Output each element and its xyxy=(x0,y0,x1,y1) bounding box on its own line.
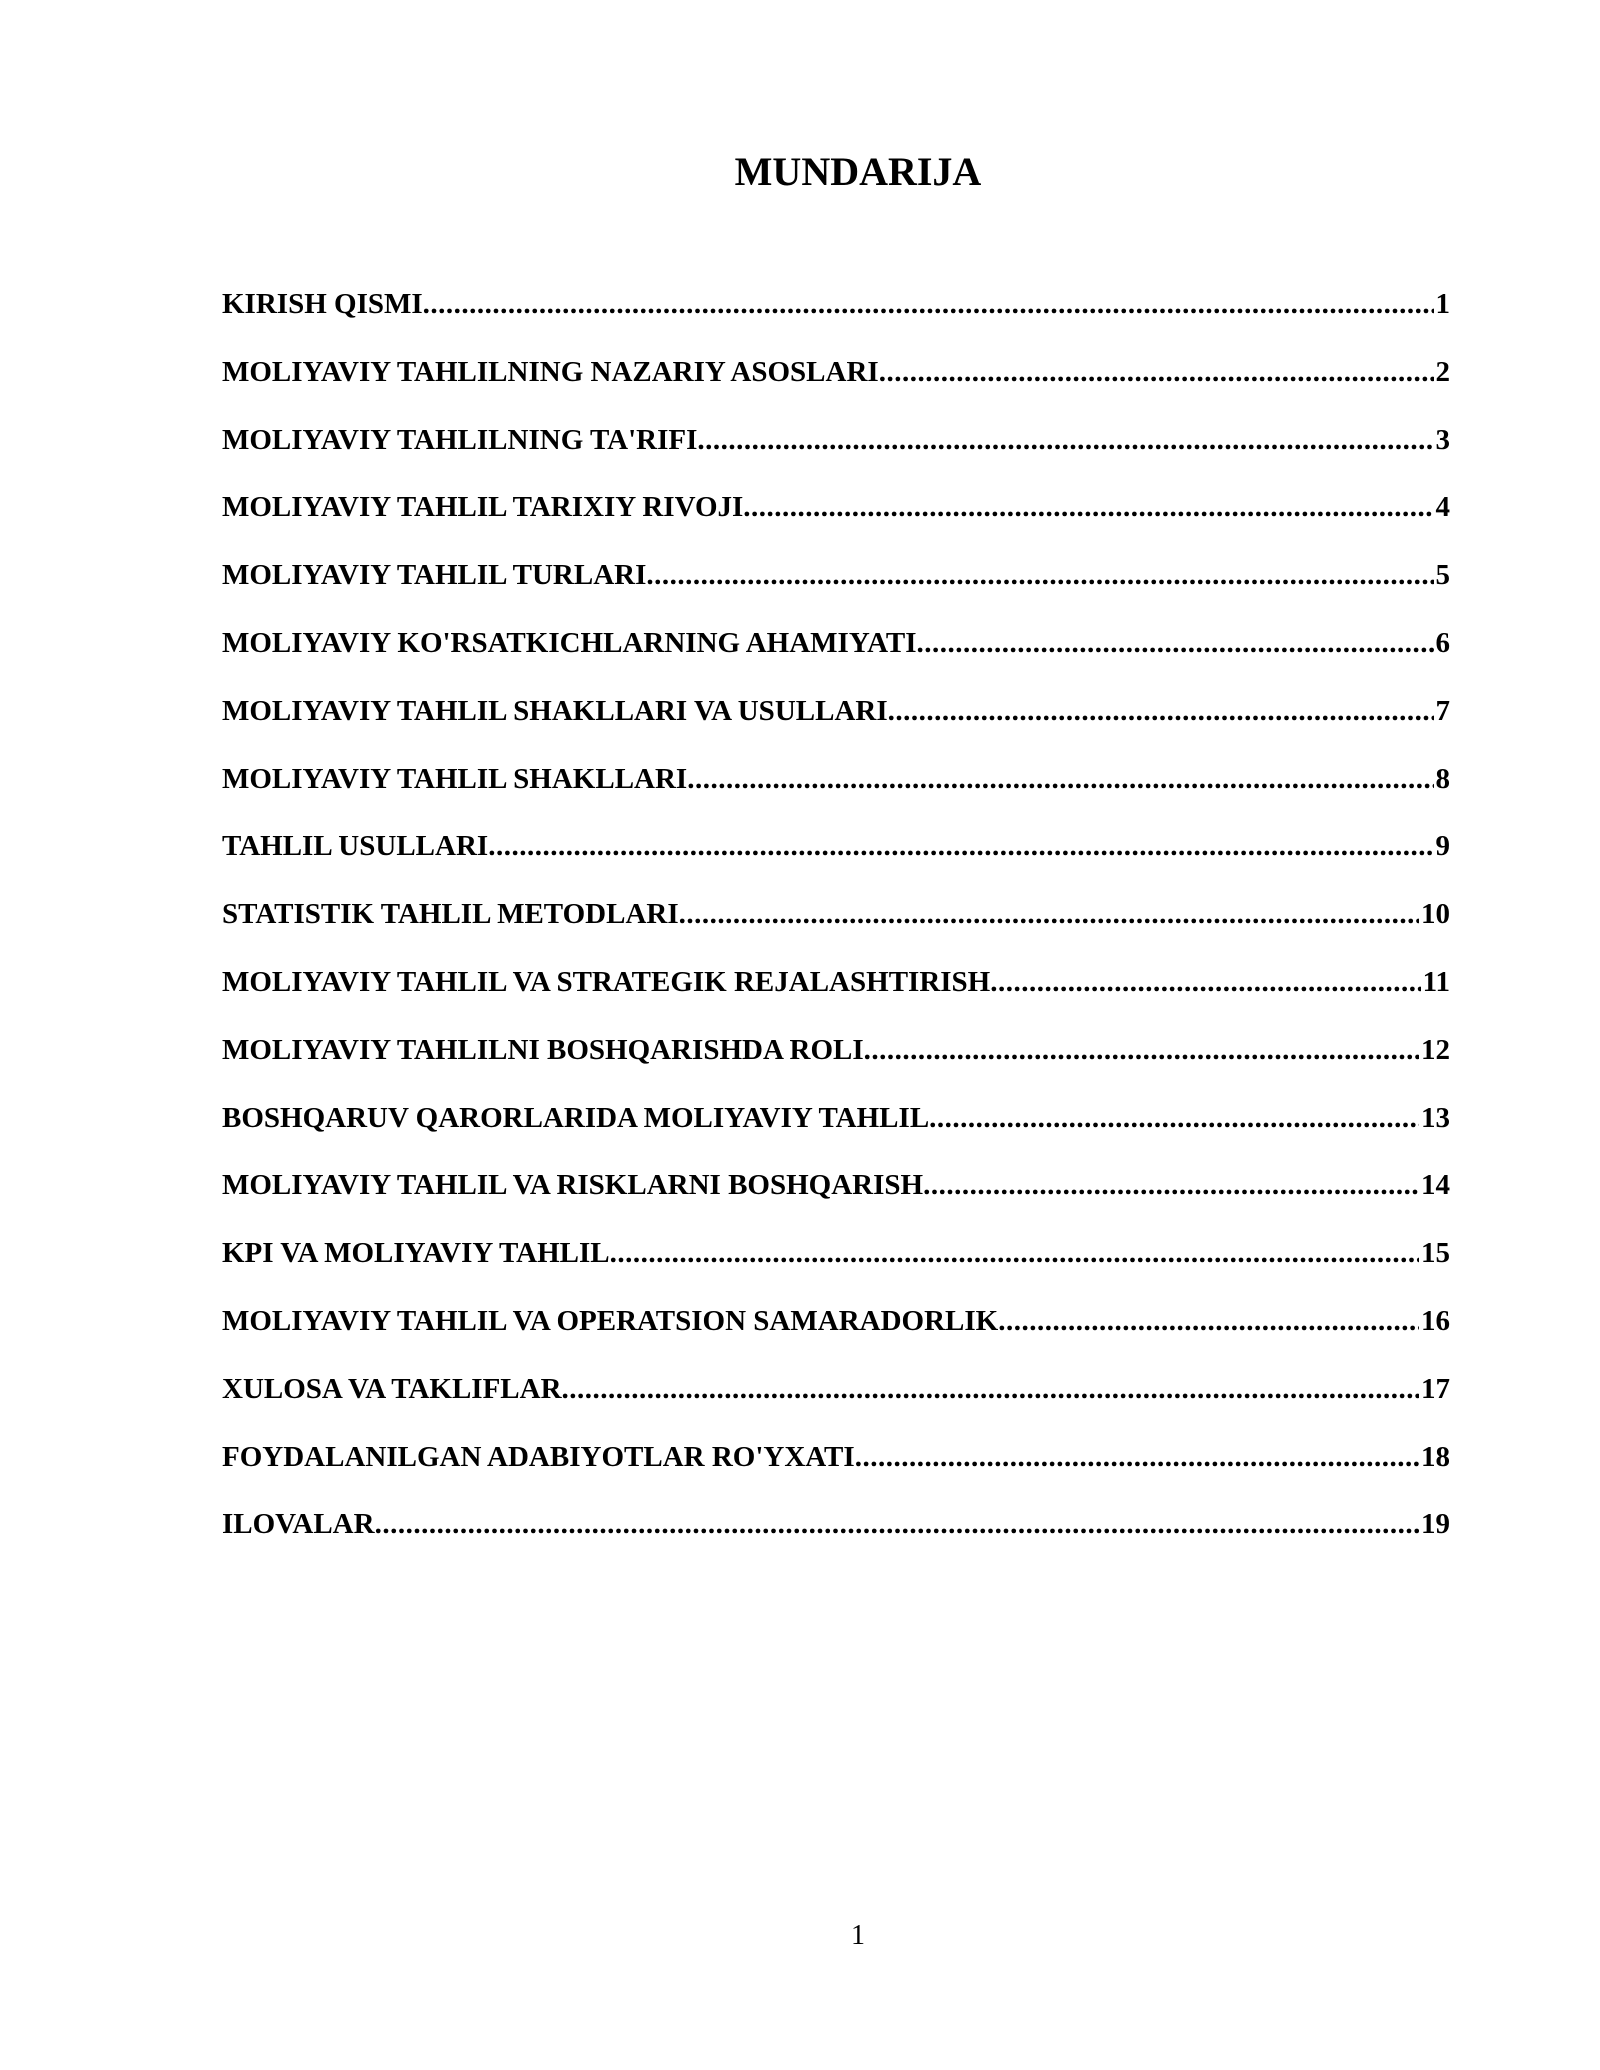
toc-entry-label: MOLIYAVIY TAHLIL SHAKLLARI xyxy=(222,762,688,795)
toc-entry-label: KIRISH QISMI xyxy=(222,288,423,320)
toc-dot-leader xyxy=(610,1237,1419,1270)
toc-entry-page: 4 xyxy=(1435,491,1450,524)
toc-entry-page: 9 xyxy=(1435,830,1450,863)
toc-entry-page: 1 xyxy=(1435,288,1450,320)
toc-dot-leader xyxy=(990,966,1420,999)
toc-entry-label: FOYDALANILGAN ADABIYOTLAR RO'YXATI xyxy=(222,1440,855,1473)
toc-entry[interactable] xyxy=(222,1169,1450,1237)
toc-entry-page: 18 xyxy=(1421,1440,1450,1473)
toc-entry[interactable] xyxy=(222,830,1450,898)
toc-entry-label: MOLIYAVIY KO'RSATKICHLARNING AHAMIYATI xyxy=(222,626,917,659)
toc-dot-leader xyxy=(929,1102,1419,1135)
toc-dot-leader xyxy=(687,763,1433,796)
toc-entry[interactable] xyxy=(222,1102,1450,1170)
toc-entry[interactable] xyxy=(222,763,1450,831)
toc-entry[interactable] xyxy=(222,491,1450,559)
toc-dot-leader xyxy=(697,424,1433,457)
toc-entry[interactable] xyxy=(222,1034,1450,1102)
toc-entry-page: 12 xyxy=(1421,1033,1450,1066)
toc-entry-page: 17 xyxy=(1421,1372,1450,1405)
toc-entry-page: 15 xyxy=(1421,1237,1450,1270)
toc-dot-leader xyxy=(998,1305,1419,1338)
toc-entry-label: STATISTIK TAHLIL METODLARI xyxy=(222,898,679,931)
toc-dot-leader xyxy=(679,898,1419,931)
toc-entry-label: MOLIYAVIY TAHLIL VA OPERATSION SAMARADORLIK xyxy=(222,1304,999,1337)
toc-entry[interactable] xyxy=(222,1441,1450,1509)
toc-entry-page: 16 xyxy=(1421,1304,1450,1337)
toc-entry-label: KPI VA MOLIYAVIY TAHLIL xyxy=(222,1237,610,1270)
toc-entry-page: 19 xyxy=(1421,1508,1450,1541)
toc-entry-label: BOSHQARUV QARORLARIDA MOLIYAVIY TAHLIL xyxy=(222,1101,930,1134)
toc-entry-label: ILOVALAR xyxy=(222,1508,375,1541)
toc-entry[interactable] xyxy=(222,288,1450,356)
toc-dot-leader xyxy=(743,491,1433,524)
toc-entry[interactable] xyxy=(222,356,1450,424)
toc-entry[interactable] xyxy=(222,695,1450,763)
toc-entry-page: 11 xyxy=(1422,965,1450,998)
toc-dot-leader xyxy=(879,356,1434,389)
toc-entry-page: 6 xyxy=(1435,626,1450,659)
toc-dot-leader xyxy=(488,830,1433,863)
toc-entry-page: 10 xyxy=(1421,898,1450,931)
toc-entry-label: MOLIYAVIY TAHLILNING TA'RIFI xyxy=(222,423,698,456)
toc-entry[interactable] xyxy=(222,559,1450,627)
page-number: 1 xyxy=(851,1920,865,1951)
toc-entry-page: 8 xyxy=(1435,762,1450,795)
toc-entry-label: MOLIYAVIY TAHLIL TARIXIY RIVOJI xyxy=(222,491,744,524)
toc-entry-page: 14 xyxy=(1421,1169,1450,1202)
toc-entry[interactable] xyxy=(222,966,1450,1034)
toc-entry-label: MOLIYAVIY TAHLILNI BOSHQARISHDA ROLI xyxy=(222,1033,864,1066)
toc-entry[interactable] xyxy=(222,1373,1450,1441)
toc-entry-page: 5 xyxy=(1435,559,1450,592)
toc-entry[interactable] xyxy=(222,1508,1450,1576)
toc-entry[interactable] xyxy=(222,1237,1450,1305)
toc-entry-page: 3 xyxy=(1435,423,1450,456)
toc-dot-leader xyxy=(864,1034,1419,1067)
toc-entry-label: TAHLIL USULLARI xyxy=(222,830,489,863)
toc-dot-leader xyxy=(562,1373,1419,1406)
toc-entry[interactable] xyxy=(222,424,1450,492)
toc-entry-label: MOLIYAVIY TAHLIL TURLARI xyxy=(222,559,647,592)
toc-entry-label: MOLIYAVIY TAHLIL SHAKLLARI VA USULLARI xyxy=(222,694,888,727)
toc-dot-leader xyxy=(917,627,1434,660)
toc-entry-label: XULOSA VA TAKLIFLAR xyxy=(222,1372,562,1405)
toc-dot-leader xyxy=(855,1441,1419,1474)
toc-entry-label: MOLIYAVIY TAHLILNING NAZARIY ASOSLARI xyxy=(222,355,879,388)
toc-entry-page: 13 xyxy=(1421,1101,1450,1134)
toc-entry-label: MOLIYAVIY TAHLIL VA STRATEGIK REJALASHTIRISH xyxy=(222,965,991,998)
toc-dot-leader xyxy=(423,288,1434,321)
toc-entry-label: MOLIYAVIY TAHLIL VA RISKLARNI BOSHQARISH xyxy=(222,1169,924,1202)
toc-entry[interactable] xyxy=(222,898,1450,966)
toc-entry-page: 7 xyxy=(1435,694,1450,727)
page-title: MUNDARIJA xyxy=(734,149,982,194)
toc-dot-leader xyxy=(888,695,1434,728)
toc-dot-leader xyxy=(646,559,1433,592)
toc-entry[interactable] xyxy=(222,1305,1450,1373)
toc-entry-page: 2 xyxy=(1435,355,1450,388)
table-of-contents xyxy=(222,288,1450,1576)
toc-entry[interactable] xyxy=(222,627,1450,695)
toc-dot-leader xyxy=(923,1169,1419,1202)
toc-dot-leader xyxy=(375,1508,1419,1541)
